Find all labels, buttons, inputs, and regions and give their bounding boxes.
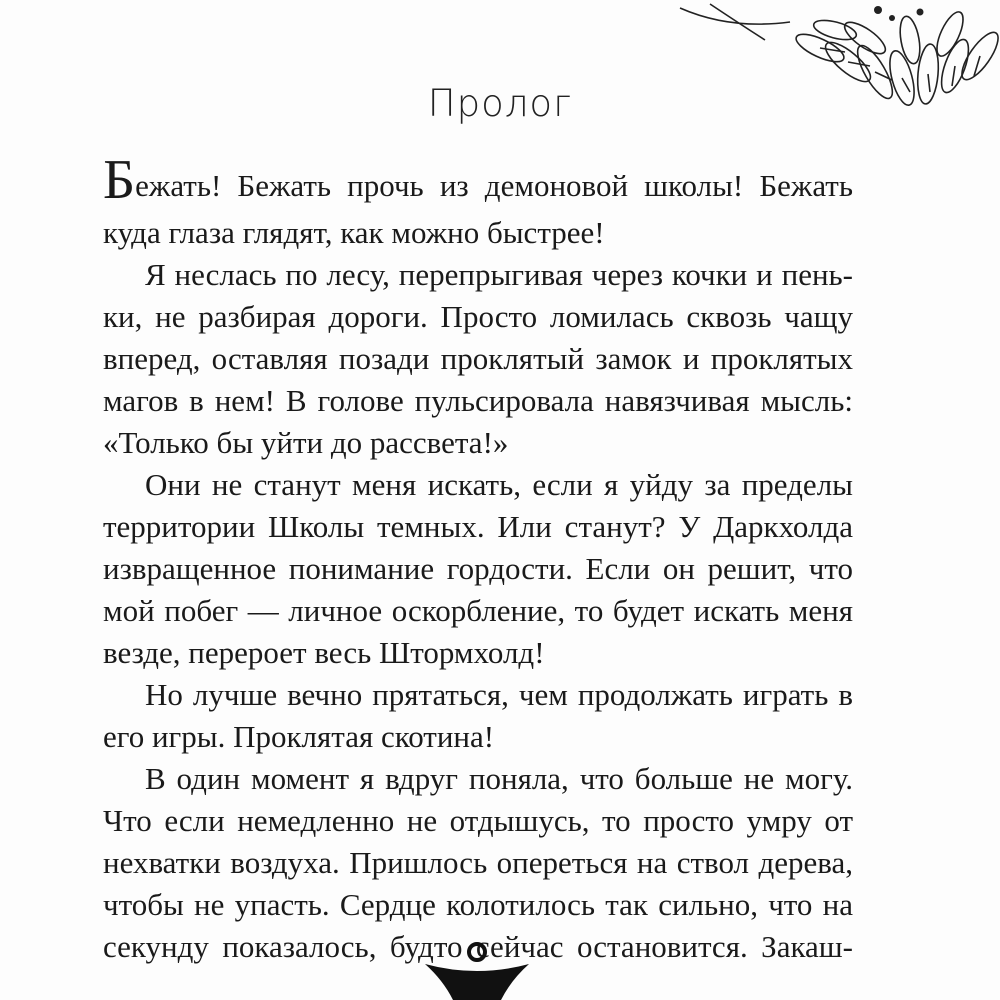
crescent-moon-ornament-icon [415, 938, 575, 1000]
paragraph-line: В один момент я вдруг поняла, что больше не могу. [145, 761, 853, 796]
paragraph-line: куда глаза глядят, как можно быстрее! [103, 215, 605, 250]
paragraph-line: территории Школы темных. Или станут? У Даркхолда [103, 509, 853, 544]
paragraph-line: чтобы не упасть. Сердце колотилось так сильно, что на [103, 887, 853, 922]
chapter-title: Пролог [427, 82, 573, 125]
paragraph-line: «Только бы уйти до рассвета!» [103, 425, 509, 460]
paragraph-line: вперед, оставляя позади проклятый замок и проклятых [103, 341, 853, 376]
paragraph-line: его игры. Проклятая скотина! [103, 719, 495, 754]
paragraph-line: Но лучше вечно прятаться, чем продолжать играть в [145, 677, 853, 712]
paragraph-line: нехватки воздуха. Пришлось опереться на ствол дерева, [103, 845, 853, 880]
paragraph-line: везде, перероет весь Штормхолд! [103, 635, 545, 670]
paragraph-line: Они не станут меня искать, если я уйду за пределы [145, 467, 853, 502]
paragraph-line: Что если немедленно не отдышусь, то просто умру от [103, 803, 853, 838]
paragraph-line: Я неслась по лесу, перепрыгивая через кочки и пень- [145, 257, 853, 292]
drop-cap: Б [103, 149, 136, 211]
paragraph-line: секунду показалось, будто сейчас остановится. Закаш- [103, 929, 853, 964]
paragraph-line: мой побег — личное оскорбление, то будет искать меня [103, 593, 853, 628]
paragraph-line: ки, не разбирая дороги. Просто ломилась сквозь чащу [103, 299, 853, 334]
paragraph-line: магов в нем! В голове пульсировала навязчивая мысль: [103, 383, 853, 418]
paragraph-line: извращенное понимание гордости. Если он решит, что [103, 551, 853, 586]
paragraph-line: Бежать! Бежать прочь из демоновой школы! Бежать [103, 149, 853, 211]
